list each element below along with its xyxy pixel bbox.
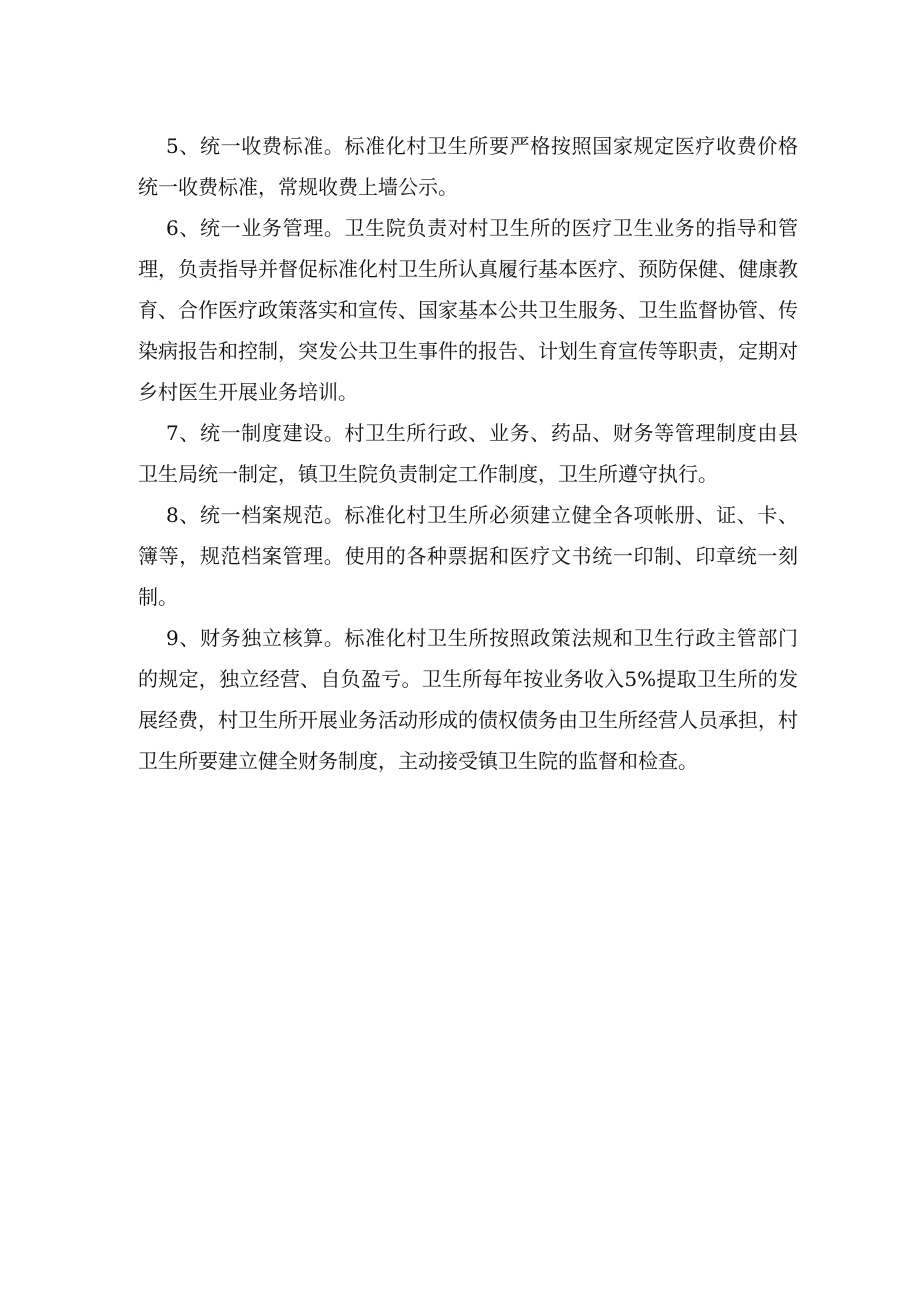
- document-body: [138, 126, 798, 782]
- paragraph-system-construction: 7、统一制度建设。村卫生所行政、业务、药品、财务等管理制度由县卫生局统一制定，镇卫生院负责制定工作制度，卫生所遵守执行。: [138, 421, 798, 486]
- paragraph-fee-standard: 5、统一收费标准。标准化村卫生所要严格按照国家规定医疗收费价格统一收费标准，常规收费上墙公示。: [138, 134, 798, 199]
- paragraph-independent-accounting: 9、财务独立核算。标准化村卫生所按照政策法规和卫生行政主管部门的规定，独立经营、自负盈亏。卫生所每年按业务收入5%提取卫生所的发展经费，村卫生所开展业务活动形成的债权债务由卫生所经营人员承担，村卫生所要建立健全财务制度，主动接受镇卫生院的监督和检查。: [138, 626, 798, 773]
- paragraph-business-management: 6、统一业务管理。卫生院负责对村卫生所的医疗卫生业务的指导和管理，负责指导并督促标准化村卫生所认真履行基本医疗、预防保健、健康教育、合作医疗政策落实和宣传、国家基本公共卫生服务、卫生监督协管、传染病报告和控制，突发公共卫生事件的报告、计划生育宣传等职责，定期对乡村医生开展业务培训。: [138, 216, 798, 404]
- paragraph-archive-standard: 8、统一档案规范。标准化村卫生所必须建立健全各项帐册、证、卡、簿等，规范档案管理。使用的各种票据和医疗文书统一印制、印章统一刻制。: [138, 503, 798, 609]
